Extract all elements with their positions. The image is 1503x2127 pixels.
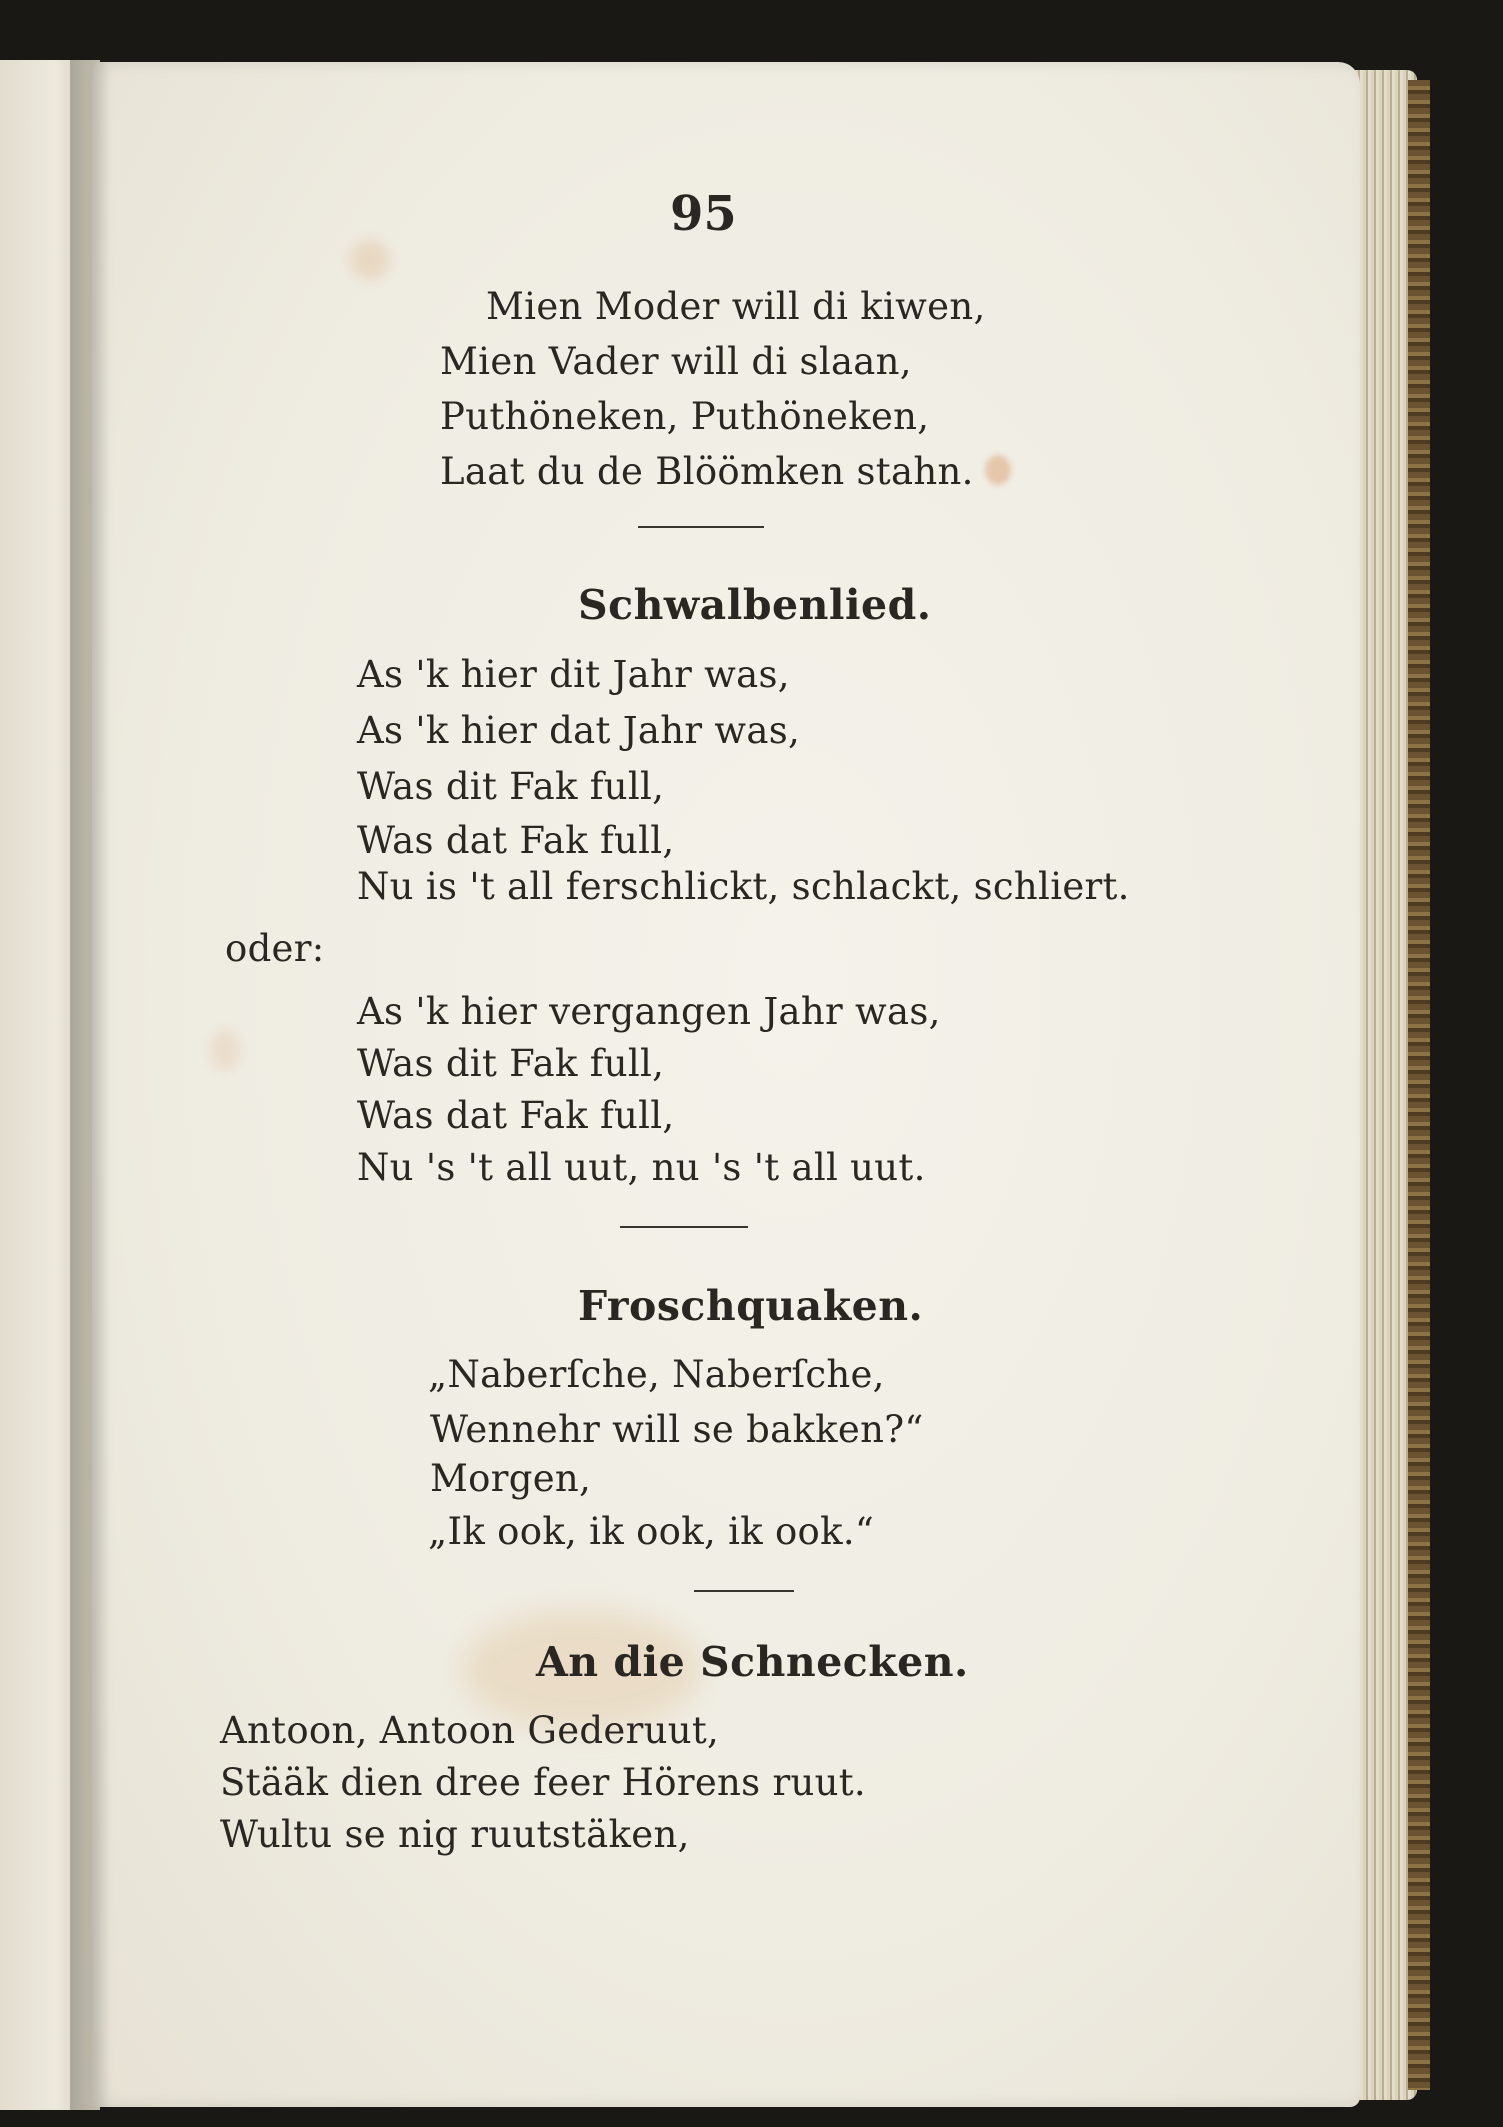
poem-line: Stääk dien dree feer Hörens ruut. xyxy=(220,1761,866,1804)
poem-line: Mien Vader will di slaan, xyxy=(440,340,912,383)
poem-line: As 'k hier dit Jahr was, xyxy=(357,653,790,696)
poem-line: „Ik ook, ik ook, ik ook.“ xyxy=(428,1510,875,1553)
spine-shadow xyxy=(70,60,110,2110)
foxing-stain xyxy=(210,1030,240,1070)
poem-line: Was dat Fak full, xyxy=(357,1094,675,1137)
poem-line: Was dit Fak full, xyxy=(357,1042,665,1085)
poem-line: Puthöneken, Puthöneken, xyxy=(440,395,930,438)
poem-title: Schwalbenlied. xyxy=(578,581,932,629)
foxing-stain xyxy=(350,240,390,280)
poem-title: Froschquaken. xyxy=(578,1282,924,1330)
poem-line: Morgen, xyxy=(430,1457,592,1500)
section-divider xyxy=(638,526,764,528)
poem-line: As 'k hier vergangen Jahr was, xyxy=(357,990,941,1033)
page-number: 95 xyxy=(670,186,737,242)
poem-line: Wennehr will se bakken?“ xyxy=(430,1408,924,1451)
poem-line: Was dit Fak full, xyxy=(357,765,665,808)
poem-line: Mien Moder will di kiwen, xyxy=(486,285,986,328)
poem-line: Wultu se nig ruutstäken, xyxy=(220,1813,690,1856)
poem-line: Nu is 't all ferschlickt, schlackt, schliert. xyxy=(357,865,1130,908)
poem-line: As 'k hier dat Jahr was, xyxy=(357,709,801,752)
alternative-label: oder: xyxy=(225,927,325,970)
poem-title: An die Schnecken. xyxy=(536,1638,969,1686)
book-cover-edge xyxy=(1408,80,1430,2090)
poem-line: Nu 's 't all uut, nu 's 't all uut. xyxy=(357,1146,926,1189)
poem-line: Antoon, Antoon Gederuut, xyxy=(220,1709,720,1752)
foxing-stain xyxy=(985,455,1011,485)
section-divider xyxy=(694,1590,794,1592)
poem-line: Laat du de Blöömken stahn. xyxy=(440,450,974,493)
section-divider xyxy=(620,1226,748,1228)
poem-line: Was dat Fak full, xyxy=(357,819,675,862)
poem-line: „Naberſche, Naberſche, xyxy=(428,1353,885,1396)
